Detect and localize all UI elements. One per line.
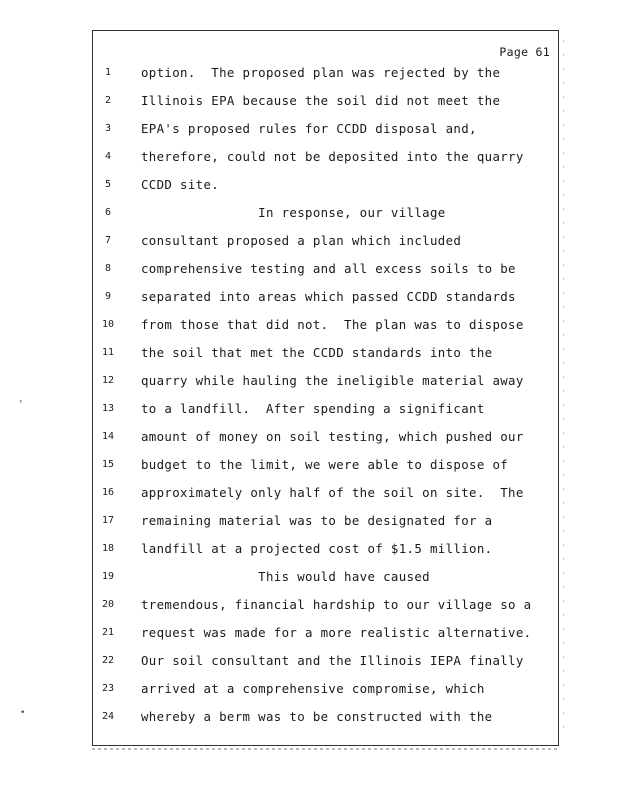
transcript-line: quarry while hauling the ineligible material away xyxy=(141,373,524,388)
line-number: 7 xyxy=(104,235,112,246)
transcript-line: amount of money on soil testing, which pushed our xyxy=(141,429,524,444)
line-number: 17 xyxy=(101,515,115,526)
scan-bottom-noise xyxy=(92,748,559,750)
transcript-line: Our soil consultant and the Illinois IEPA finally xyxy=(141,653,524,668)
line-number: 1 xyxy=(104,67,112,78)
transcript-line: budget to the limit, we were able to dispose of xyxy=(141,457,509,472)
line-number: 3 xyxy=(104,123,112,134)
line-number: 18 xyxy=(101,543,115,554)
line-number: 5 xyxy=(104,179,112,190)
line-number: 23 xyxy=(101,683,115,694)
transcript-line: option. The proposed plan was rejected by the xyxy=(141,65,501,80)
transcript-line: CCDD site. xyxy=(141,177,220,192)
page-number: Page 61 xyxy=(499,45,550,59)
line-number: 12 xyxy=(101,375,115,386)
line-number: 19 xyxy=(101,571,115,582)
transcript-line: therefore, could not be deposited into the quarry xyxy=(141,149,524,164)
transcript-line: remaining material was to be designated for a xyxy=(141,513,493,528)
transcript-line: This would have caused xyxy=(141,569,430,584)
transcript-line: landfill at a projected cost of $1.5 million. xyxy=(141,541,493,556)
transcript-line: from those that did not. The plan was to dispose xyxy=(141,317,524,332)
line-number: 13 xyxy=(101,403,115,414)
line-number: 21 xyxy=(101,627,115,638)
line-number: 8 xyxy=(104,263,112,274)
scan-edge-marks xyxy=(563,40,564,740)
line-number: 6 xyxy=(104,207,112,218)
transcript-line: to a landfill. After spending a significant xyxy=(141,401,485,416)
line-number: 9 xyxy=(104,291,112,302)
line-number: 2 xyxy=(104,95,112,106)
transcript-line: request was made for a more realistic alternative. xyxy=(141,625,532,640)
transcript-line: In response, our village xyxy=(141,205,446,220)
transcript-page xyxy=(92,30,559,746)
transcript-line: approximately only half of the soil on site. The xyxy=(141,485,524,500)
line-number: 16 xyxy=(101,487,115,498)
line-number: 22 xyxy=(101,655,115,666)
transcript-line: consultant proposed a plan which included xyxy=(141,233,462,248)
line-number: 15 xyxy=(101,459,115,470)
line-number: 24 xyxy=(101,711,115,722)
line-number: 10 xyxy=(101,319,115,330)
line-number: 14 xyxy=(101,431,115,442)
transcript-line: EPA's proposed rules for CCDD disposal and, xyxy=(141,121,477,136)
transcript-line: comprehensive testing and all excess soils to be xyxy=(141,261,516,276)
transcript-line: arrived at a comprehensive compromise, which xyxy=(141,681,485,696)
scan-speck: • xyxy=(20,708,26,718)
transcript-line: Illinois EPA because the soil did not meet the xyxy=(141,93,501,108)
line-number: 4 xyxy=(104,151,112,162)
transcript-line: whereby a berm was to be constructed with the xyxy=(141,709,493,724)
line-number: 20 xyxy=(101,599,115,610)
transcript-line: separated into areas which passed CCDD standards xyxy=(141,289,516,304)
scan-speck: ’ xyxy=(18,400,24,410)
transcript-line: tremendous, financial hardship to our village so a xyxy=(141,597,532,612)
transcript-line: the soil that met the CCDD standards into the xyxy=(141,345,493,360)
line-number: 11 xyxy=(101,347,115,358)
